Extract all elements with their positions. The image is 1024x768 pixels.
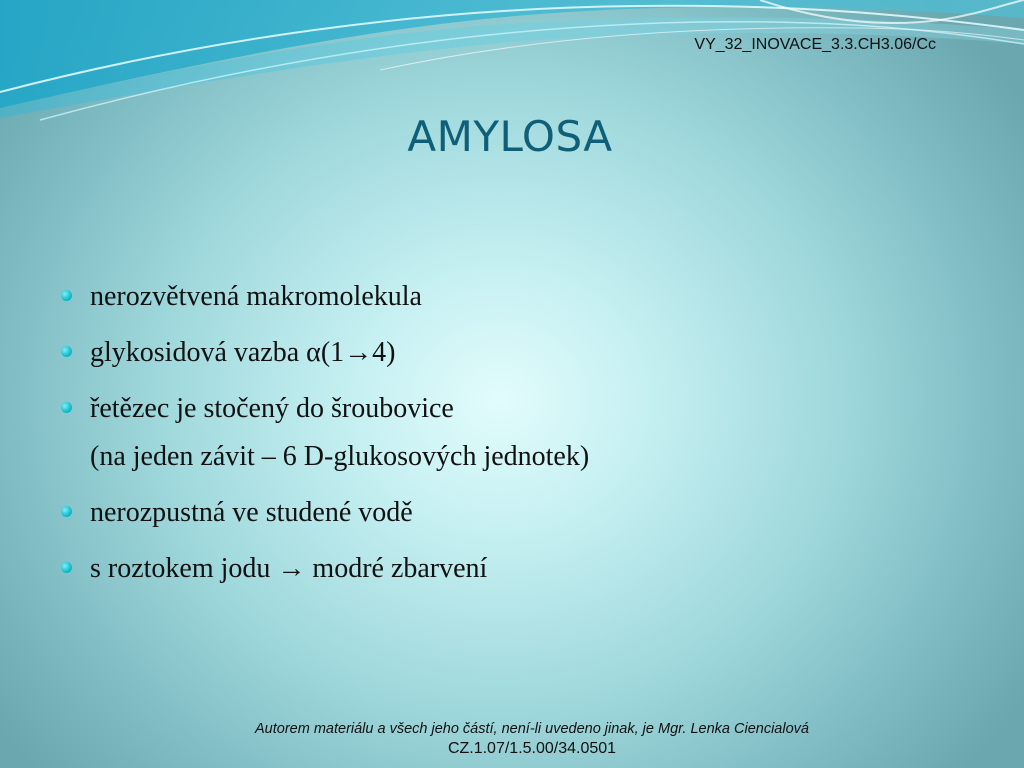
bullet-dot-icon (61, 290, 72, 301)
slide-code: VY_32_INOVACE_3.3.CH3.06/Cc (694, 36, 936, 53)
bullet-dot-icon (61, 506, 72, 517)
bullet-item (60, 551, 589, 587)
bullet-text: nerozpustná ve studené vodě (90, 497, 413, 528)
bullet-item (60, 495, 589, 531)
bullet-dot-icon (61, 562, 72, 573)
slide-title: AMYLOSA (407, 112, 613, 161)
bullet-item (60, 279, 589, 315)
bullet-text: nerozvětvená makromolekula (90, 281, 422, 312)
bullet-subline: (na jeden závit – 6 D-glukosových jednotek) (90, 441, 590, 472)
bullet-text: s roztokem jodu → modré zbarvení (90, 553, 488, 584)
footer-project-code: CZ.1.07/1.5.00/34.0501 (447, 740, 617, 757)
bullet-dot-icon (61, 402, 72, 413)
bullet-text: řetězec je stočený do šroubovice (90, 393, 454, 424)
bullet-item (60, 391, 589, 475)
bullet-list (60, 279, 589, 607)
bullet-item (60, 335, 589, 371)
footer (0, 719, 1024, 759)
bullet-dot-icon (61, 346, 72, 357)
footer-author: Autorem materiálu a všech jeho částí, není-li uvedeno jinak, je Mgr. Lenka Ciencialová (255, 721, 809, 737)
bullet-text: glykosidová vazba α(1→4) (90, 337, 396, 368)
